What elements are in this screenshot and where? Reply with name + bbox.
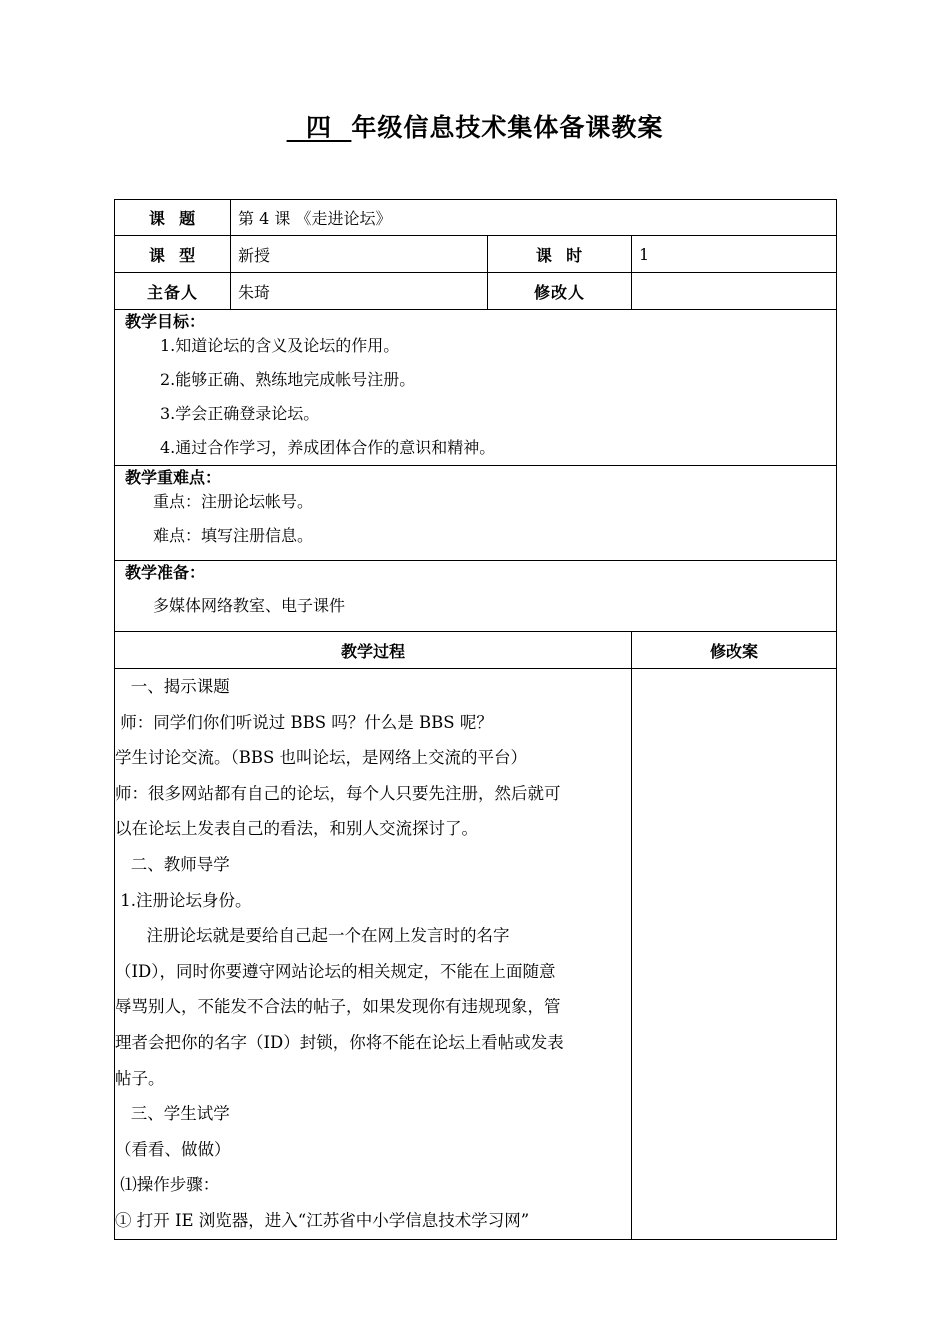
type-value: 新授 [231, 236, 488, 273]
process-line: ① 打开 IE 浏览器，进入“江苏省中小学信息技术学习网” [115, 1210, 530, 1230]
process-line: 一、揭示课题 [115, 677, 230, 696]
hours-label: 课 时 [488, 236, 632, 273]
process-line: 师：同学们你们听说过 BBS 吗？什么是 BBS 呢？ [115, 712, 493, 732]
process-line: 以在论坛上发表自己的看法，和别人交流探讨了。 [115, 819, 478, 839]
preparer-row [115, 273, 837, 310]
topic-row [115, 200, 837, 236]
type-row [115, 236, 837, 273]
process-line: 二、教师导学 [115, 854, 230, 874]
topic-value: 第 4 课 《走进论坛》 [231, 200, 837, 236]
process-heading: 教学过程 [115, 632, 632, 669]
revision-content [632, 669, 837, 1240]
objective-item: 2.能够正确、熟练地完成帐号注册。 [160, 370, 416, 389]
process-line: 师：很多网站都有自己的论坛，每个人只要先注册，然后就可 [115, 783, 561, 803]
process-line: （ID），同时你要遵守网站论坛的相关规定，不能在上面随意 [115, 961, 556, 981]
preparation-heading: 教学准备： [125, 563, 206, 582]
process-line: 1.注册论坛身份。 [115, 890, 252, 910]
document-title [0, 108, 950, 144]
process-line: 辱骂别人，不能发不合法的帖子，如果发现你有违规现象，管 [115, 997, 561, 1017]
grade-blank: 四 [305, 113, 332, 142]
process-line: ⑴操作步骤： [115, 1175, 220, 1195]
objective-item: 4.通过合作学习，养成团体合作的意识和精神。 [160, 438, 496, 457]
process-line: 学生讨论交流。（BBS 也叫论坛，是网络上交流的平台） [115, 748, 528, 768]
preparation-row [115, 561, 837, 632]
keypoints-row [115, 466, 837, 561]
keypoints-heading: 教学重难点： [125, 468, 222, 487]
title-text: 年级信息技术集体备课教案 [351, 113, 664, 142]
preparation-cell [115, 561, 837, 632]
hours-value: 1 [632, 236, 837, 273]
objective-item: 1.知道论坛的含义及论坛的作用。 [160, 336, 400, 355]
objective-item: 3.学会正确登录论坛。 [160, 404, 320, 423]
revision-heading: 修改案 [632, 632, 837, 669]
objectives-row [115, 310, 837, 466]
process-content [115, 669, 632, 1240]
process-line: 三、学生试学 [115, 1104, 230, 1124]
keypoints-cell [115, 466, 837, 561]
type-label: 课 型 [115, 236, 231, 273]
preparer-label: 主备人 [115, 273, 231, 310]
objectives-heading: 教学目标： [125, 312, 206, 331]
objectives-cell [115, 310, 837, 466]
preparation-text: 多媒体网络教室、电子课件 [153, 596, 346, 615]
lesson-plan-table [114, 199, 837, 1240]
modifier-label: 修改人 [488, 273, 632, 310]
topic-label: 课 题 [115, 200, 231, 236]
modifier-value [632, 273, 837, 310]
process-header-row [115, 632, 837, 669]
focus-text: 重点：注册论坛帐号。 [153, 492, 314, 511]
process-line: 注册论坛就是要给自己起一个在网上发言时的名字 [115, 926, 510, 946]
process-body-row [115, 669, 837, 1240]
process-line: 理者会把你的名字（ID）封锁，你将不能在论坛上看帖或发表 [115, 1032, 564, 1052]
process-line: （看看、做做） [115, 1139, 231, 1159]
difficulty-text: 难点：填写注册信息。 [153, 526, 314, 545]
preparer-value: 朱琦 [231, 273, 488, 310]
process-line: 帖子。 [115, 1068, 165, 1088]
